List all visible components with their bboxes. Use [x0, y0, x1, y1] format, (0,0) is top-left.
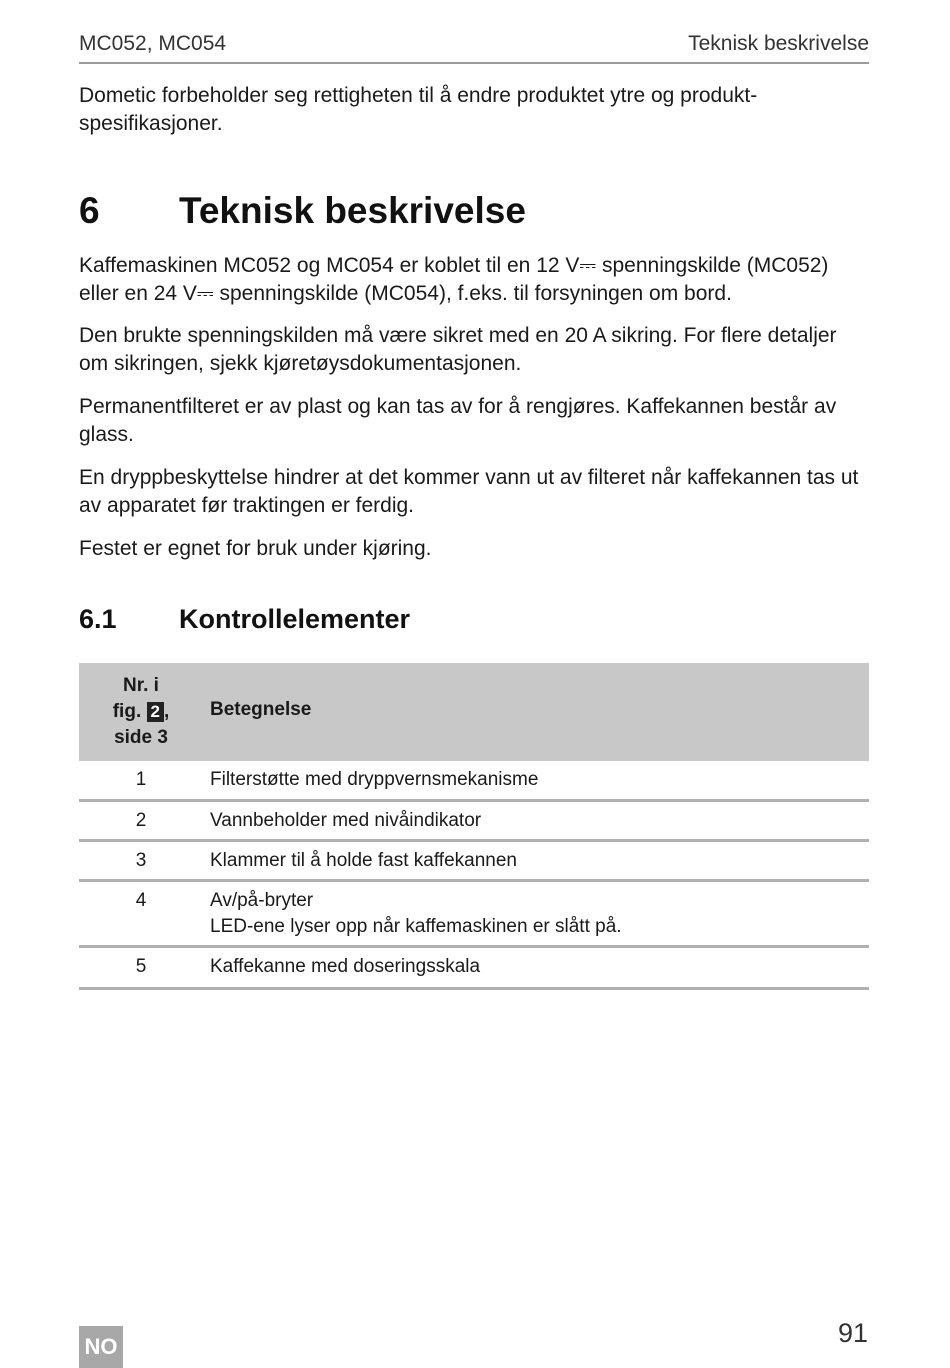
row-subtext: LED-ene lyser opp når kaffemaskinen er slått på. — [210, 916, 622, 937]
row-text: Filterstøtte med dryppvernsmekanisme — [210, 769, 539, 790]
header-designation: Betegnelse — [210, 699, 312, 720]
header-nr-line2 — [79, 699, 203, 725]
header-comma: , — [163, 701, 170, 722]
header-figure-ref — [79, 673, 203, 751]
page-number: 91 — [837, 1318, 868, 1348]
header-model: MC052, MC054 — [79, 32, 227, 55]
row-text: Av/på-bryter — [210, 890, 314, 911]
section-title: Teknisk beskrivelse — [179, 190, 526, 231]
row-number: 5 — [135, 956, 147, 977]
page-header — [79, 30, 869, 64]
subsection-number: 6.1 — [79, 604, 117, 634]
section-number: 6 — [79, 190, 100, 231]
header-fig-label: fig. — [112, 701, 142, 722]
table-row — [79, 761, 869, 802]
row-number: 2 — [135, 810, 147, 831]
row-text: Vannbeholder med nivåindikator — [210, 810, 482, 831]
language-badge: NO — [79, 1326, 123, 1368]
intro-paragraph: Dometic forbeholder seg rettigheten til å endre produktet ytre og produkt-spesifikasjoner. — [79, 84, 758, 135]
row-text: Kaffekanne med doseringsskala — [210, 956, 481, 977]
subsection-title: Kontrollelementer — [179, 604, 411, 634]
header-nr-line1: Nr. i — [123, 675, 159, 696]
section-paragraph: En dryppbeskyttelse hindrer at det kommer vann ut av filteret når kaffekannen tas ut av apparatet før traktingen er ferdig. — [79, 466, 859, 517]
controls-table — [79, 663, 869, 990]
table-row — [79, 842, 869, 882]
figure-number-badge: 2 — [147, 702, 164, 722]
section-paragraph: Den brukte spenningskilden må være sikret med en 20 A sikring. For flere detaljer om sikringen, sjekk kjøretøysdokumentasjonen. — [79, 324, 837, 375]
table-row — [79, 802, 869, 842]
table-row — [79, 948, 869, 990]
section-paragraph: Permanentfilteret er av plast og kan tas av for å rengjøres. Kaffekannen består av glass. — [79, 395, 837, 446]
section-paragraph: Festet er egnet for bruk under kjøring. — [79, 537, 432, 560]
table-header — [79, 663, 869, 761]
header-section-title: Teknisk beskrivelse — [688, 32, 869, 55]
row-number: 1 — [135, 769, 147, 790]
row-text: Klammer til å holde fast kaffekannen — [210, 850, 517, 871]
header-nr-line3: side 3 — [114, 727, 168, 748]
section-paragraph: Kaffemaskinen MC052 og MC054 er koblet til en 12 V⎓ spenningskilde (MC052) eller en 24 V⎓ spenningskilde (MC054), f.eks. til forsyningen om bord. — [79, 254, 829, 305]
row-number: 4 — [135, 890, 147, 911]
row-number: 3 — [135, 850, 147, 871]
table-row — [79, 882, 869, 948]
